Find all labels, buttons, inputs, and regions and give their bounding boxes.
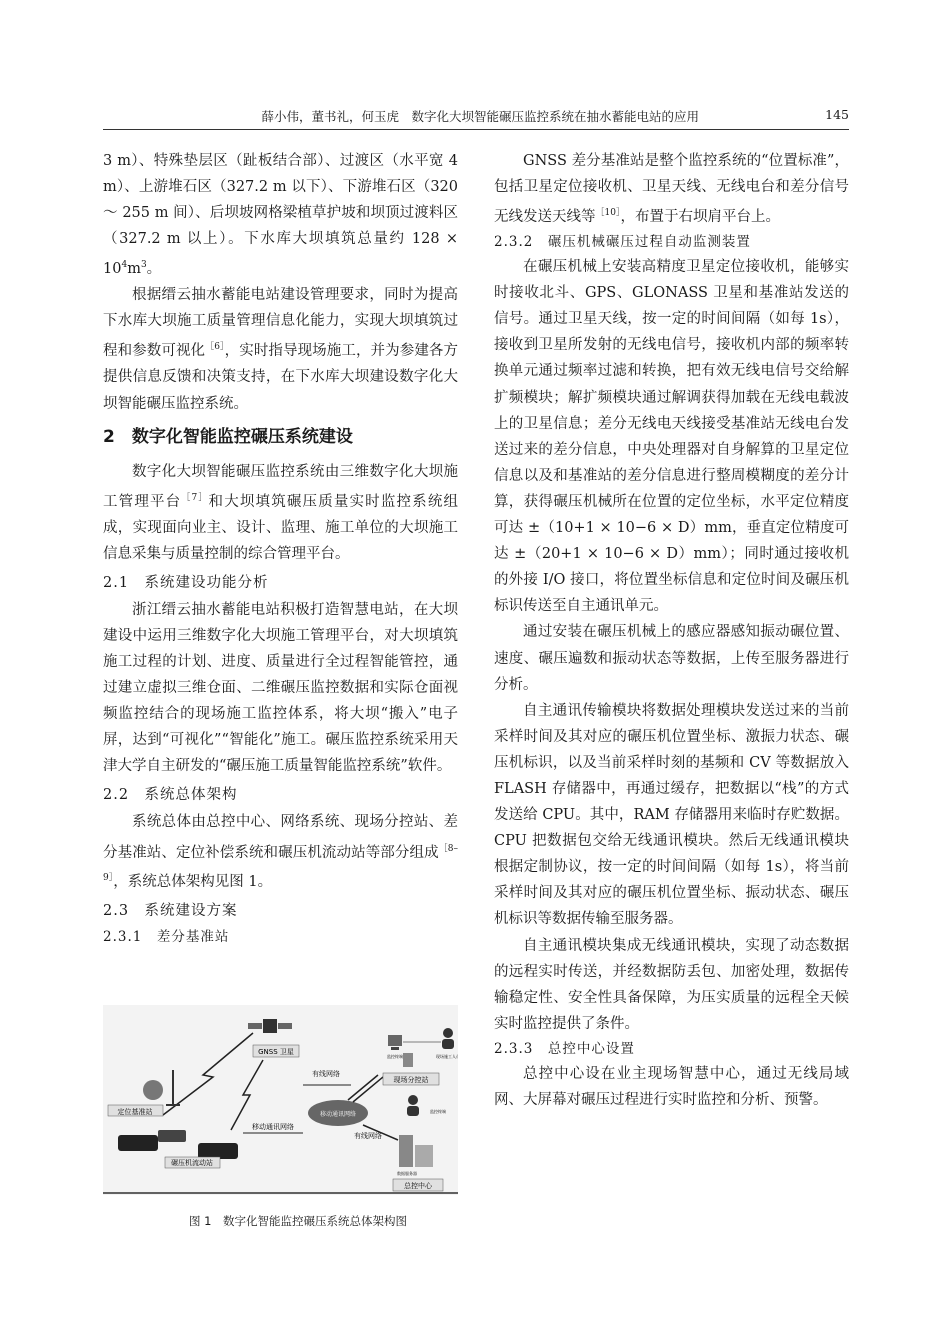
wired-network-label: 有线网络 bbox=[312, 1070, 340, 1078]
architecture-figure bbox=[103, 1005, 458, 1195]
right-column bbox=[494, 148, 849, 1113]
page-number: 145 bbox=[825, 107, 849, 122]
subsection-heading: 2.3 系统建设方案 bbox=[103, 903, 238, 920]
mobile-network-label: 移动通讯网络 bbox=[252, 1123, 294, 1131]
left-column bbox=[103, 148, 458, 949]
gnss-label: GNSS 卫星 bbox=[258, 1048, 294, 1056]
center-terminal-label: 监控终端 bbox=[430, 1109, 446, 1114]
field-user-label: 现场施工人员 bbox=[436, 1054, 458, 1059]
paragraph: 根据缙云抽水蓄能电站建设管理要求，同时为提高下水库大坝施工质量管理信息化能力，实现大坝填筑过程和参数可视化$^{[6]}$，实时指导现场施工，并为参建各方提供信息反馈和决策支持，在下水库大坝建设数字化大坝智能碾压监控系统。 bbox=[103, 287, 458, 412]
subsubsection-heading: 2.3.1 差分基准站 bbox=[103, 929, 230, 946]
roller-icon bbox=[158, 1130, 186, 1142]
paragraph: 自主通讯模块集成无线通讯模块，实现了动态数据的远程实时传送，并经数据防丢包、加密处理，数据传输稳定性、安全性具备保障，为压实质量的远程全天候实时监控提供了条件。 bbox=[494, 937, 849, 1032]
subsubsection-heading: 2.3.2 碾压机械碾压过程自动监测装置 bbox=[494, 234, 751, 251]
paragraph: 浙江缙云抽水蓄能电站积极打造智慧电站，在大坝建设中运用三维数字化大坝施工管理平台，对大坝填筑施工过程的计划、进度、质量进行全过程智能管控，通过建立虚拟三维仓面、二维碾压监控数据和实际仓面视频监控结合的现场施工监控体系，将大坝“搬入”电子屏，达到“可视化”“智能化”施工。碾压监控系统采用天津大学自主研发的“碾压施工质量智能监控系统”软件。 bbox=[103, 601, 458, 775]
paragraph: 数字化大坝智能碾压监控系统由三维数字化大坝施工管理平台$^{[7]}$和大坝填筑碾压质量实时监控系统组成，实现面向业主、设计、监理、施工单位的大坝施工信息采集与质量控制的综合管理平台。 bbox=[103, 463, 459, 562]
center-server-label: 数据服务器 bbox=[397, 1171, 417, 1176]
paragraph: 自主通讯传输模块将数据处理模块发送过来的当前采样时间及其对应的碾压机位置坐标、激振力状态、碾压机标识，以及当前采样时刻的基频和 CV 等数据放入 FLASH 存储器中，再通过缓存，把数据以“栈”的方式发送给 CPU。其中，RAM 存储器用来临时存贮数据。CPU 把数据包交给无线通讯模块。然后无线通讯模块根据定制协议，按一定的时间间隔（如每 1s），将当前采样时间及其对应的碾压机位置坐标、振动状态、碾压机标识等数据传输至服务器。 bbox=[494, 702, 849, 928]
paragraph: 在碾压机械上安装高精度卫星定位接收机，能够实时接收北斗、GPS、GLONASS 卫星和基准站发送的信号。通过卫星天线，按一定的时间间隔（如每 1s），接收到卫星所发射的无线电信号，接收机内部的频率转换单元通过频率过滤和转换，把有效无线电信号交给解扩频模块；解扩频模块通过解调获得加载在无线电载波上的卫星信息；差分无线电天线接受基准站无线电台发送过来的差分信息，中央处理器对自身解算的卫星定位信息以及和基准站的差分信息进行整周模糊度的差分计算，获得碾压机械所在位置的定位坐标，水平定位精度可达 ±（10+1 × 10−6 × D）mm，垂直定位精度可达 ±（20+1 × 10−6 × D）mm）；同时通过接收机的外接 I/O 接口，将位置坐标信息和定位时间及碾压机标识传送至自主通讯单元。 bbox=[494, 259, 849, 615]
subsection-heading: 2.1 系统建设功能分析 bbox=[103, 574, 269, 591]
paragraph: GNSS 差分基准站是整个监控系统的“位置标准”，包括卫星定位接收机、卫星天线、无线电台和差分信号无线发送天线等$^{[10]}$，布置于右坝肩平台上。 bbox=[494, 153, 849, 226]
paragraph: 通过安装在碾压机械上的感应器感知振动碾位置、速度、碾压遍数和振动状态等数据，上传至服务器进行分析。 bbox=[494, 624, 849, 693]
paragraph: 3 m）、特殊垫层区（趾板结合部）、过渡区（水平宽 4 m）、上游堆石区（327.2 m 以下）、下游堆石区（320 ～ 255 m 间）、后坝坡网格梁植草护坡和坝顶过渡料区（327.2 m 以上）。下水库大坝填筑总量约 $128 \times 10^4m^3$。 bbox=[103, 153, 458, 278]
roller-station-label: 碾压机流动站 bbox=[171, 1159, 213, 1167]
field-terminal-label: 监控终端 bbox=[387, 1054, 403, 1059]
base-station-label: 定位基准站 bbox=[117, 1108, 153, 1116]
section-heading: 2 数字化智能监控碾压系统建设 bbox=[103, 426, 353, 447]
page-header bbox=[103, 105, 849, 130]
figure-caption: 图 1 数字化智能监控碾压系统总体架构图 bbox=[189, 1214, 407, 1228]
field-station-label: 现场分控站 bbox=[393, 1076, 429, 1084]
running-title: 薛小伟，董书礼，何玉虎 数字化大坝智能碾压监控系统在抽水蓄能电站的应用 bbox=[261, 109, 699, 124]
control-center-label: 总控中心 bbox=[404, 1182, 432, 1190]
paragraph: 系统总体由总控中心、网络系统、现场分控站、差分基准站、定位补偿系统和碾压机流动站等部分组成$^{[8-9]}$，系统总体架构见图 1。 bbox=[103, 814, 458, 891]
paragraph: 总控中心设在业主现场智慧中心，通过无线局域网、大屏幕对碾压过程进行实时监控和分析、预警。 bbox=[494, 1065, 849, 1109]
wired-network-label: 有线网络 bbox=[354, 1132, 382, 1140]
subsubsection-heading: 2.3.3 总控中心设置 bbox=[494, 1040, 635, 1057]
subsection-heading: 2.2 系统总体架构 bbox=[103, 787, 238, 804]
cloud-label: 移动通讯网络 bbox=[319, 1111, 357, 1118]
